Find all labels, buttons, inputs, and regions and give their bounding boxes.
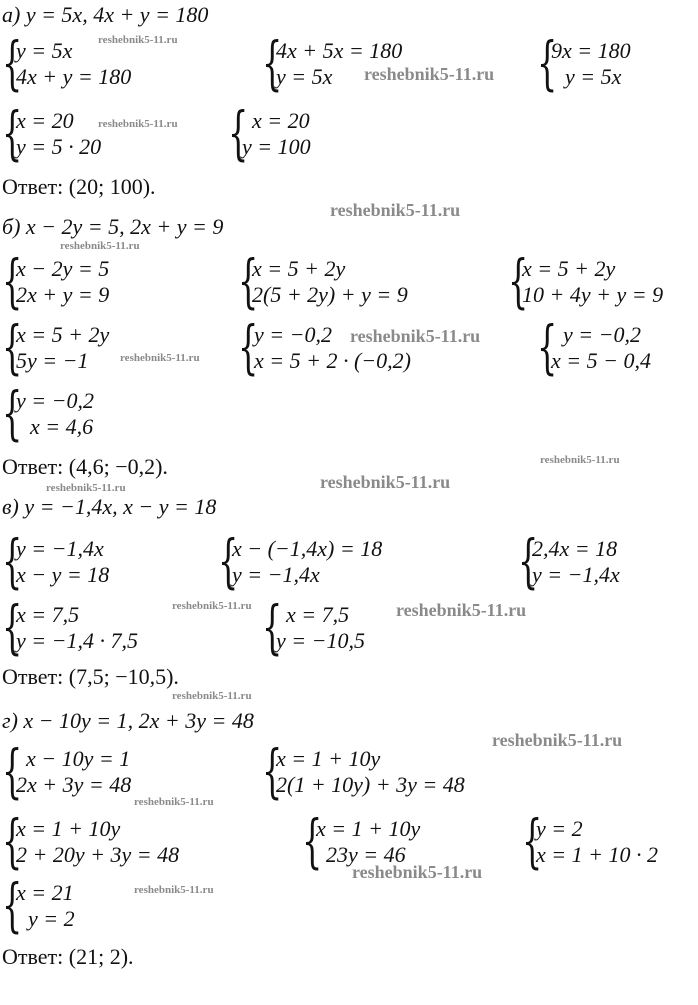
equation: y = 100: [242, 134, 311, 159]
brace-icon: {: [2, 871, 23, 939]
equation: x = 7,5: [286, 602, 350, 627]
watermark-text: reshebnik5-11.ru: [98, 118, 178, 130]
equation: 23y = 46: [326, 842, 406, 867]
equation: y = −0,2: [254, 322, 332, 347]
equation: x = 20: [16, 108, 74, 133]
section-v-header: в) y = −1,4x, x − y = 18: [2, 494, 217, 519]
equation: x − 2y = 5: [16, 256, 110, 281]
equation: 2 + 20y + 3y = 48: [16, 842, 180, 867]
brace-icon: {: [262, 737, 283, 805]
section-b-header: б) x − 2y = 5, 2x + y = 9: [2, 214, 224, 239]
watermark-text: reshebnik5-11.ru: [540, 454, 620, 466]
equation: 2x + 3y = 48: [16, 772, 132, 797]
equation: 2(5 + 2y) + y = 9: [252, 282, 408, 307]
equation: 9x = 180: [551, 38, 631, 63]
equation: y = −0,2: [16, 388, 94, 413]
equation: 2x + y = 9: [16, 282, 110, 307]
brace-icon: {: [522, 807, 543, 875]
brace-icon: {: [2, 527, 23, 595]
equation: x = 1 + 10y: [16, 816, 121, 841]
equation: 5y = −1: [16, 348, 89, 373]
equation: x = 5 + 2y: [16, 322, 110, 347]
equation: y = 5 · 20: [16, 134, 102, 159]
equation: x = 7,5: [16, 602, 80, 627]
equation: y = 2: [28, 906, 75, 931]
equation: y = −0,2: [563, 322, 641, 347]
equation: 4x + y = 180: [16, 64, 132, 89]
watermark-text: reshebnik5-11.ru: [172, 690, 252, 702]
equation: y = −1,4x: [232, 562, 320, 587]
equation: 10 + 4y + y = 9: [522, 282, 664, 307]
equation: x = 1 + 10y: [276, 746, 381, 771]
section-a-answer: Ответ: (20; 100).: [2, 174, 156, 199]
watermark-text: reshebnik5-11.ru: [46, 482, 126, 494]
brace-icon: {: [238, 313, 259, 381]
equation: y = −1,4x: [16, 536, 104, 561]
equation: x = 5 + 2y: [252, 256, 346, 281]
equation: y = 5x: [16, 38, 73, 63]
equation: y = −1,4 · 7,5: [16, 628, 138, 653]
brace-icon: {: [262, 593, 283, 661]
watermark-text: reshebnik5-11.ru: [492, 730, 623, 750]
equation: x = 20: [252, 108, 310, 133]
watermark-text: reshebnik5-11.ru: [364, 64, 495, 84]
brace-icon: {: [302, 807, 323, 875]
equation: x − 10y = 1: [26, 746, 131, 771]
watermark-text: reshebnik5-11.ru: [396, 600, 527, 620]
watermark-text: reshebnik5-11.ru: [330, 200, 461, 220]
watermark-text: reshebnik5-11.ru: [60, 240, 140, 252]
brace-icon: {: [537, 29, 558, 97]
brace-icon: {: [2, 737, 23, 805]
brace-icon: {: [537, 313, 558, 381]
equation: y = 5x: [276, 64, 333, 89]
watermark-text: reshebnik5-11.ru: [320, 472, 451, 492]
watermark-text: reshebnik5-11.ru: [98, 34, 178, 46]
equation: 4x + 5x = 180: [276, 38, 403, 63]
equation: x = 4,6: [30, 414, 94, 439]
watermark-text: reshebnik5-11.ru: [134, 884, 214, 896]
brace-icon: {: [2, 247, 23, 315]
brace-icon: {: [2, 807, 23, 875]
section-g-header: г) x − 10y = 1, 2x + 3y = 48: [2, 708, 254, 733]
brace-icon: {: [2, 593, 23, 661]
watermark-text: reshebnik5-11.ru: [120, 352, 200, 364]
watermark-text: reshebnik5-11.ru: [172, 600, 252, 612]
equation: x = 5 − 0,4: [551, 348, 651, 373]
equation: x = 1 + 10 · 2: [536, 842, 658, 867]
watermark-text: reshebnik5-11.ru: [350, 326, 481, 346]
brace-icon: {: [2, 29, 23, 97]
equation: x − y = 18: [16, 562, 110, 587]
brace-icon: {: [238, 247, 259, 315]
brace-icon: {: [518, 527, 539, 595]
brace-icon: {: [218, 527, 239, 595]
equation: y = −10,5: [276, 628, 365, 653]
equation: 2(1 + 10y) + 3y = 48: [276, 772, 465, 797]
equation: y = 2: [536, 816, 583, 841]
section-a-header: а) y = 5x, 4x + y = 180: [2, 2, 209, 27]
brace-icon: {: [2, 379, 23, 447]
equation: y = 5x: [565, 64, 622, 89]
equation: x = 1 + 10y: [316, 816, 421, 841]
equation: x = 5 + 2 · (−0,2): [254, 348, 411, 373]
equation: 2,4x = 18: [532, 536, 618, 561]
brace-icon: {: [228, 99, 249, 167]
brace-icon: {: [262, 29, 283, 97]
equation: y = −1,4x: [532, 562, 620, 587]
watermark-text: reshebnik5-11.ru: [134, 796, 214, 808]
equation: x = 21: [16, 880, 74, 905]
brace-icon: {: [508, 247, 529, 315]
watermark-text: reshebnik5-11.ru: [352, 862, 483, 882]
brace-icon: {: [2, 313, 23, 381]
section-v-answer: Ответ: (7,5; −10,5).: [2, 664, 179, 689]
section-g-answer: Ответ: (21; 2).: [2, 944, 134, 969]
equation: x = 5 + 2y: [522, 256, 616, 281]
brace-icon: {: [2, 99, 23, 167]
equation: x − (−1,4x) = 18: [232, 536, 383, 561]
section-b-answer: Ответ: (4,6; −0,2).: [2, 454, 168, 479]
